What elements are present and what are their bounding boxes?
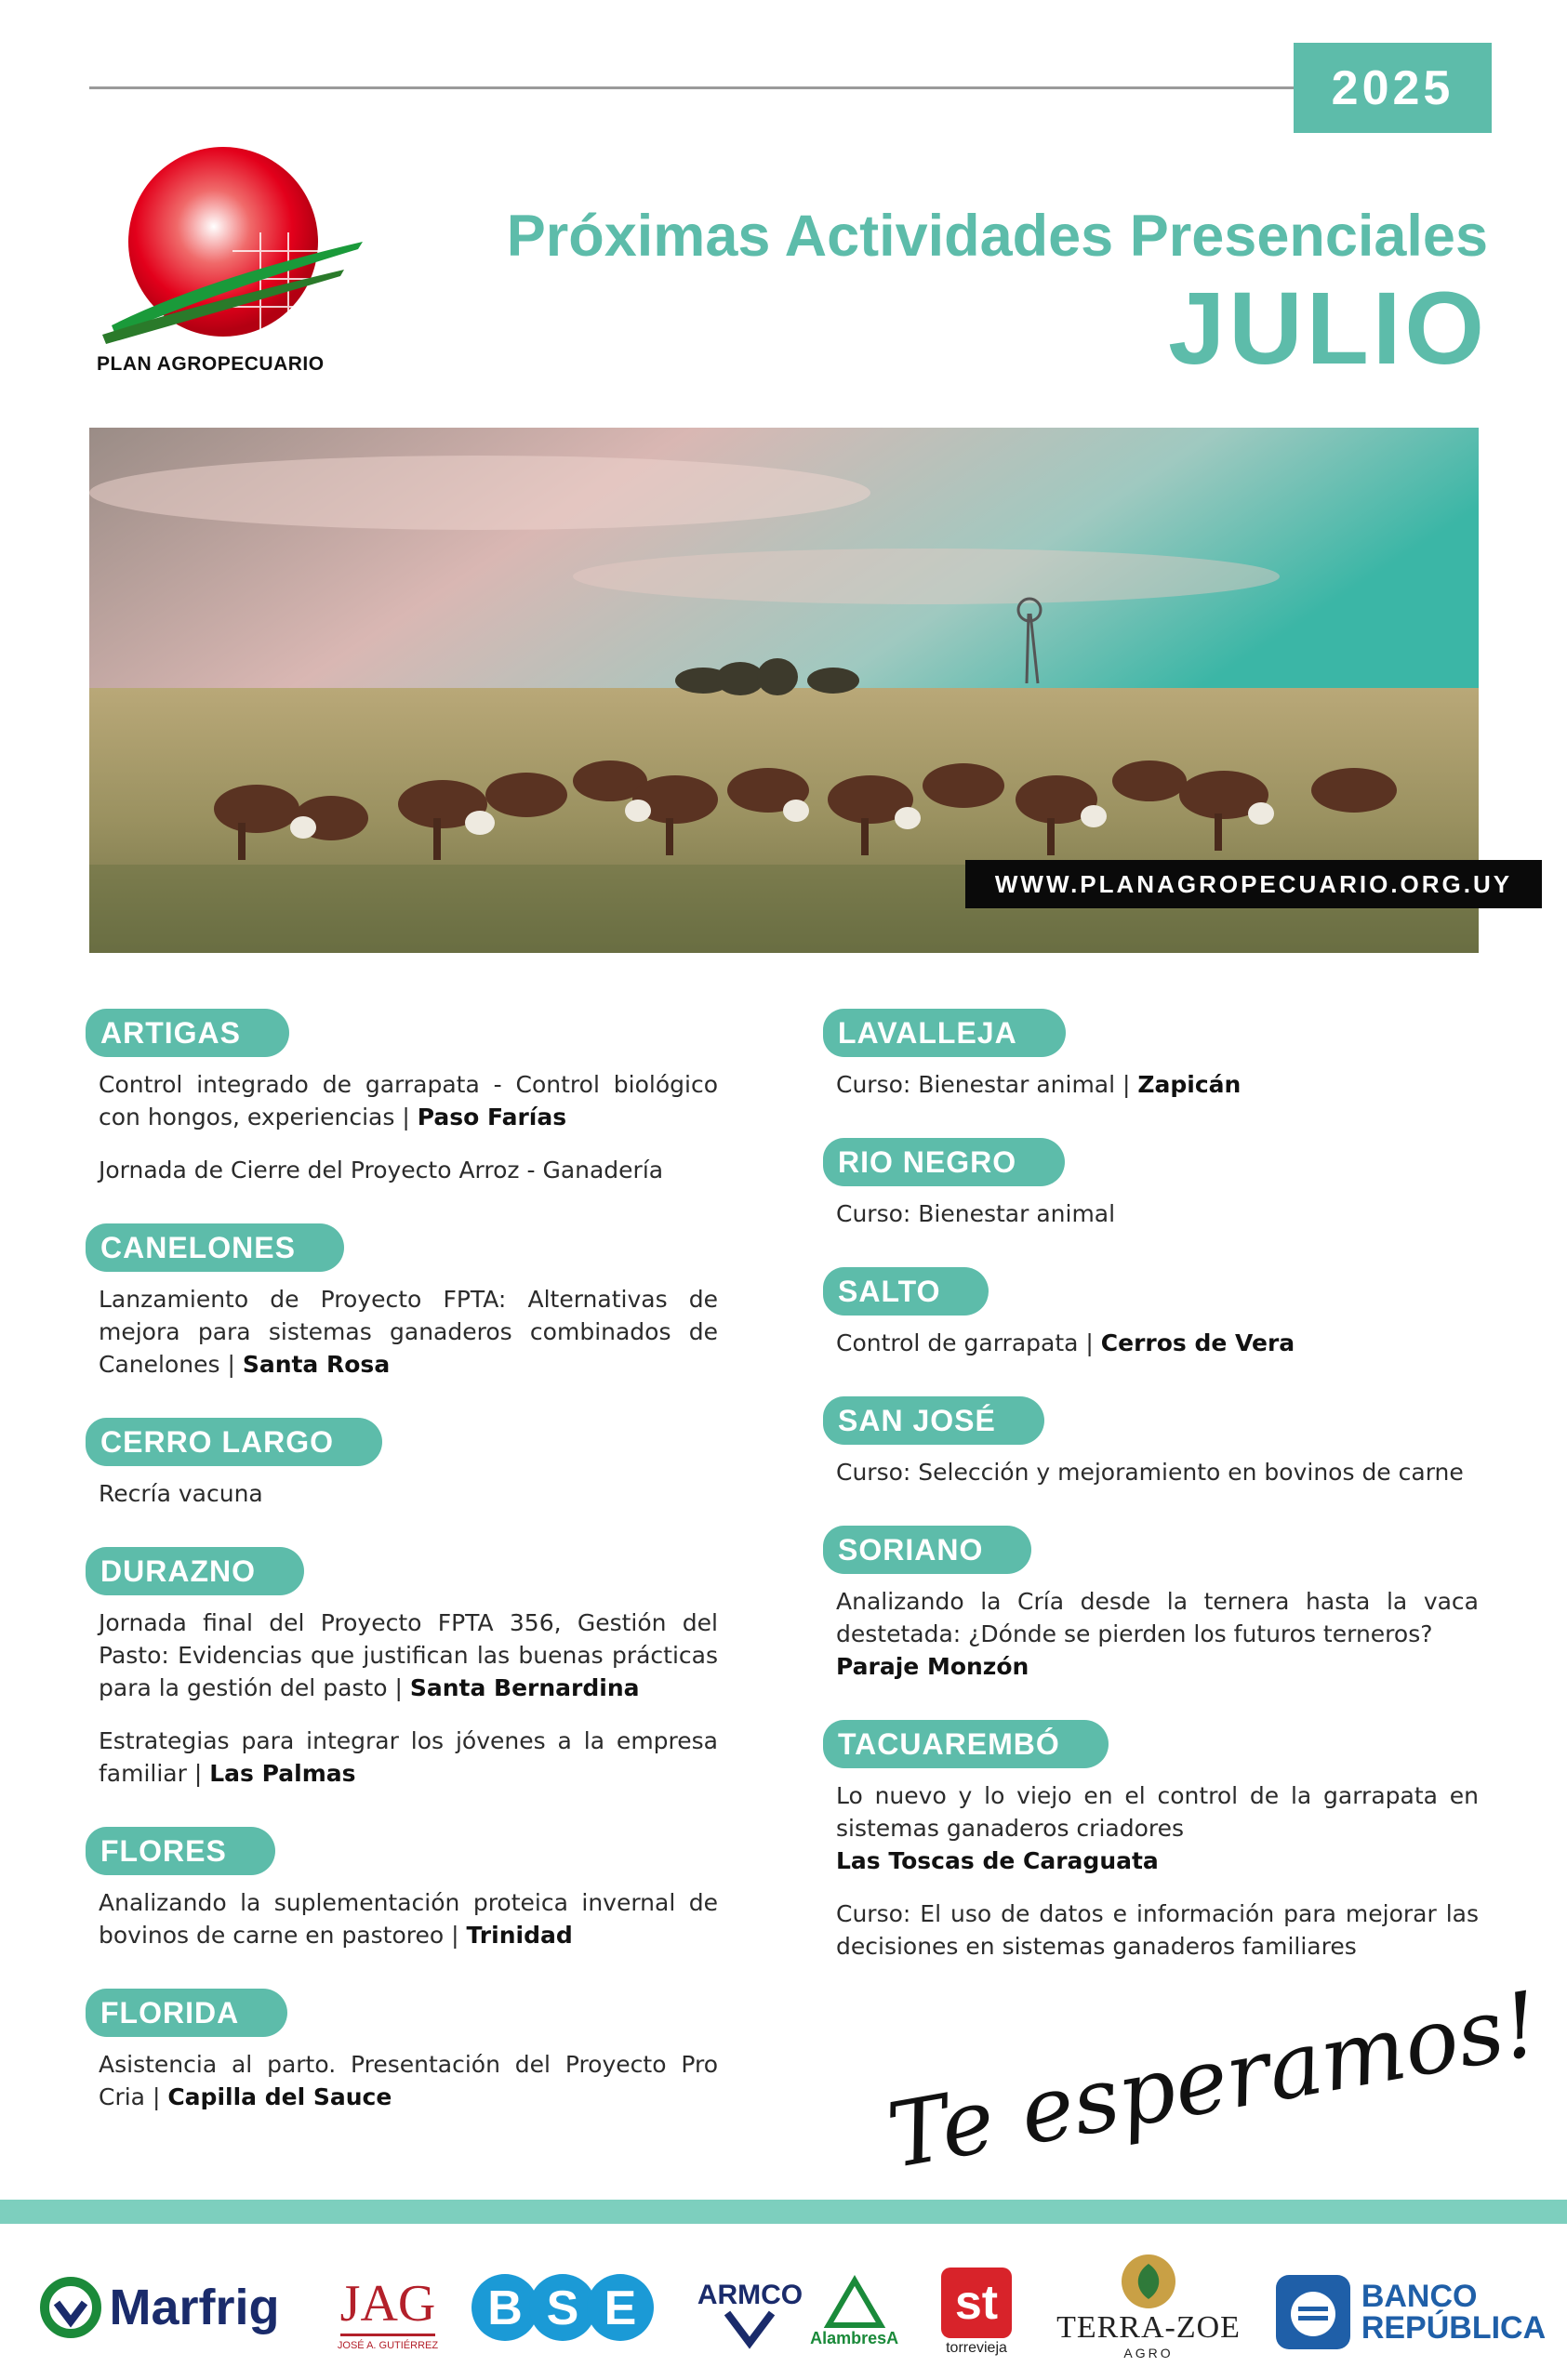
region-cerro-largo <box>86 1418 718 1510</box>
region-san-jose <box>823 1396 1479 1488</box>
region-label: CERRO LARGO <box>86 1418 382 1466</box>
activity-place: Cerros de Vera <box>1100 1329 1295 1356</box>
activity-place: Paso Farías <box>417 1104 567 1130</box>
armco-logo-icon: ARMCO AlambresA <box>697 2280 899 2347</box>
region-label: TACUAREMBÓ <box>823 1720 1109 1768</box>
activity-place: Paraje Monzón <box>836 1653 1029 1680</box>
activity-place: Las Toscas de Caraguata <box>836 1847 1159 1874</box>
website-url[interactable]: WWW.PLANAGROPECUARIO.ORG.UY <box>965 860 1542 908</box>
jag-logo-icon: JAG JOSÉ A. GUTIÉRREZ <box>337 2274 439 2351</box>
region-label: SALTO <box>823 1267 989 1316</box>
activity-place: Trinidad <box>466 1922 573 1949</box>
activity-place: Santa Bernardina <box>409 1674 640 1701</box>
signature-te-esperamos <box>879 1971 1547 2203</box>
activity-item: Analizando la suplementación proteica invernal de bovinos de carne en pastoreo | Trinidad <box>99 1889 718 1949</box>
region-label: SORIANO <box>823 1526 1031 1574</box>
activity-place: Zapicán <box>1137 1071 1242 1098</box>
marfrig-logo-icon: Marfrig <box>33 2261 285 2354</box>
activity-item: Jornada final del Proyecto FPTA 356, Gestión del Pasto: Evidencias que justifican las buenas prácticas para la gestión del pasto | Santa Bernardina <box>99 1609 718 1701</box>
region-label: LAVALLEJA <box>823 1009 1066 1057</box>
region-canelones <box>86 1223 718 1381</box>
region-soriano <box>823 1526 1479 1683</box>
activity-place: Las Palmas <box>209 1760 356 1787</box>
svg-text:Te esperamos!: Te esperamos! <box>880 1971 1547 2189</box>
activity-item: Lo nuevo y lo viejo en el control de la garrapata en sistemas ganaderos criadores Las Toscas de Caraguata <box>823 1779 1479 1877</box>
year-badge: 2025 <box>1294 43 1492 133</box>
left-column <box>86 1009 718 2150</box>
activity-item: Estrategias para integrar los jóvenes a la empresa familiar | Las Palmas <box>99 1727 718 1787</box>
region-flores <box>86 1827 718 1951</box>
region-label: CANELONES <box>86 1223 344 1272</box>
activity-item: Asistencia al parto. Presentación del Proyecto Pro Cria | Capilla del Sauce <box>99 2051 718 2110</box>
activity-item: Curso: El uso de datos e información para mejorar las decisiones en sistemas ganaderos familiares <box>836 1900 1479 1960</box>
activity-item: Curso: Bienestar animal | Zapicán <box>836 1071 1242 1098</box>
bse-logo-icon <box>470 2261 656 2354</box>
region-rio-negro <box>823 1138 1479 1230</box>
activity-item: Curso: Bienestar animal <box>836 1200 1116 1227</box>
region-label: FLORES <box>86 1827 275 1875</box>
svg-text:E: E <box>604 2281 637 2335</box>
header-rule <box>89 86 1298 89</box>
activity-item: Analizando la Cría desde la ternera hasta la vaca destetada: ¿Dónde se pierden los futuros terneros? Paraje Monzón <box>823 1585 1479 1683</box>
region-label: DURAZNO <box>86 1547 304 1595</box>
region-label: SAN JOSÉ <box>823 1396 1044 1445</box>
region-salto <box>823 1267 1479 1359</box>
sponsor-strip <box>0 2242 1567 2380</box>
svg-text:S: S <box>546 2281 579 2335</box>
region-artigas <box>86 1009 718 1186</box>
activity-item: Jornada de Cierre del Proyecto Arroz - Ganadería <box>99 1157 664 1183</box>
page-title: Próximas Actividades Presenciales <box>506 204 1488 269</box>
right-column <box>823 1009 1479 2000</box>
region-label: RIO NEGRO <box>823 1138 1065 1186</box>
svg-text:B: B <box>487 2281 523 2335</box>
plan-agropecuario-logo-icon <box>93 139 372 381</box>
region-tacuarembo <box>823 1720 1479 1963</box>
activity-item: Control de garrapata | Cerros de Vera <box>836 1329 1295 1356</box>
region-label: FLORIDA <box>86 1989 287 2037</box>
activity-place: Capilla del Sauce <box>167 2083 392 2110</box>
terrazoe-logo-icon: TERRA-ZOE AGRO <box>1046 2246 1251 2367</box>
footer-band <box>0 2200 1567 2224</box>
torrevieja-logo-icon: st torrevieja <box>930 2261 1023 2363</box>
region-durazno <box>86 1547 718 1790</box>
activity-item: Lanzamiento de Proyecto FPTA: Alternativas de mejora para sistemas ganaderos combinados de Canelones | Santa Rosa <box>99 1286 718 1378</box>
activity-place: Santa Rosa <box>242 1351 391 1378</box>
brou-logo-icon: BANCO REPÚBLICA <box>1270 2261 1549 2363</box>
month-title: JULIO <box>1168 271 1488 386</box>
region-florida <box>86 1989 718 2113</box>
region-lavalleja <box>823 1009 1479 1101</box>
activity-item: Curso: Selección y mejoramiento en bovinos de carne <box>836 1459 1464 1486</box>
activity-item: Recría vacuna <box>99 1480 263 1507</box>
logo-wordmark: PLAN AGROPECUARIO <box>97 353 325 375</box>
activity-item: Control integrado de garrapata - Control biológico con hongos, experiencias | Paso Farías <box>99 1071 718 1130</box>
region-label: ARTIGAS <box>86 1009 289 1057</box>
